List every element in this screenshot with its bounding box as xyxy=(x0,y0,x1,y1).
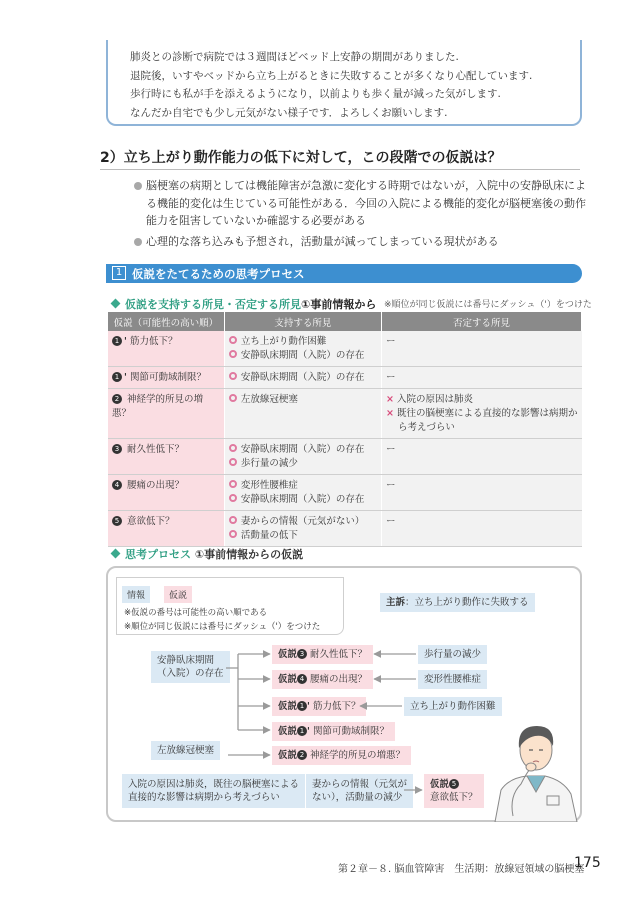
page-footer: 第２章－８. 脳血管障害 生活期：放線冠領域の脳梗塞 xyxy=(338,864,585,875)
hyp-number: 2 xyxy=(112,394,122,404)
page-number: 175 xyxy=(574,855,601,871)
support-circle-icon xyxy=(229,394,237,402)
hyp-text: 意欲低下？ xyxy=(127,516,175,527)
subheading-black: ①事前情報からの仮説 xyxy=(194,548,304,561)
col-hypothesis: 仮説（可能性の高い順） xyxy=(108,312,224,331)
process-band xyxy=(106,264,582,283)
hypothesis-node-2: 仮説 2 神経学的所見の増悪？ xyxy=(272,746,411,765)
hypothesis-node-3: 仮説 3 耐久性低下？ xyxy=(272,645,373,664)
table-row xyxy=(108,367,582,389)
hypothesis-cell xyxy=(108,439,224,475)
section-title: 2）立ち上がり動作能力の低下に対して，この段階での仮説は？ xyxy=(100,150,502,166)
support-cell xyxy=(224,367,381,389)
legend-info-tag: 情報 xyxy=(122,586,150,603)
hyp-prime: ' xyxy=(124,372,127,383)
bullet-list xyxy=(134,177,586,253)
info-walk-decrease: 歩行量の減少 xyxy=(418,645,487,664)
support-cell xyxy=(224,511,381,547)
support-item: 安静臥床期間（入院）の存在 xyxy=(229,493,377,507)
support-circle-icon xyxy=(229,444,237,452)
bullet-line: 脳梗塞の病期としては機能障害が急激に変化する時期ではないが，入院中の安静臥床によ xyxy=(146,179,586,192)
legend-hypothesis-tag: 仮説 xyxy=(164,586,192,603)
hyp-number: 5 xyxy=(112,516,122,526)
hyp-prime: ' xyxy=(124,336,127,347)
diamond-icon xyxy=(111,299,121,309)
quote-line: 退院後，いすやベッドから立ち上がるときに失敗することが多くなり心配しています. xyxy=(130,69,533,82)
bullet-dot-icon xyxy=(134,182,142,190)
info-pneumonia: 入院の原因は肺炎，既往の脳梗塞による 直接的な影響は病期から考えづらい xyxy=(122,774,305,808)
support-item: 安静臥床期間（入院）の存在 xyxy=(229,371,377,385)
negate-item-cont: ら考えづらい xyxy=(398,422,455,433)
table-header-row xyxy=(108,312,582,331)
hypothesis-cell xyxy=(108,389,224,439)
bullet-line: る機能的変化は生じている可能性がある．今回の入院による機能的変化が脳梗塞後の動作 xyxy=(146,196,586,210)
hyp-number: 1 xyxy=(112,372,122,382)
table-subheading xyxy=(112,296,376,312)
support-circle-icon xyxy=(229,372,237,380)
bullet-line: 能力を阻害していないか確認する必要がある xyxy=(146,214,366,227)
support-circle-icon xyxy=(229,530,237,538)
support-item: 妻からの情報（元気がない） xyxy=(229,515,377,529)
cross-icon: × xyxy=(386,408,394,419)
support-item: 安静臥床期間（入院）の存在 xyxy=(229,443,377,457)
negate-cell: ー xyxy=(382,367,582,389)
negate-cell xyxy=(382,389,582,439)
negate-cell: ー xyxy=(382,475,582,511)
support-circle-icon xyxy=(229,494,237,502)
info-infarct: 左放線冠梗塞 xyxy=(151,741,220,760)
info-bedrest: 安静臥床期間 （入院）の存在 xyxy=(151,651,230,683)
hyp-text: 神経学的所見の増悪？ xyxy=(112,394,204,419)
table-row xyxy=(108,331,582,367)
col-support: 支持する所見 xyxy=(224,312,381,331)
col-negate: 否定する所見 xyxy=(382,312,582,331)
negate-item: × 既往の脳梗塞による直接的な影響は病期か xyxy=(386,408,578,419)
info-wife: 妻からの情報（元気が ない），活動量の減少 xyxy=(306,774,413,808)
table-row xyxy=(108,475,582,511)
hyp-text: 耐久性低下？ xyxy=(127,444,185,455)
support-cell xyxy=(224,475,381,511)
info-standing-difficulty: 立ち上がり動作困難 xyxy=(404,697,502,716)
hypothesis-table xyxy=(108,312,582,547)
hypothesis-node-4: 仮説 4 腰痛の出現？ xyxy=(272,670,373,689)
bullet-line: 心理的な落ち込みも予想され，活動量が減ってしまっている現状がある xyxy=(146,234,499,248)
support-circle-icon xyxy=(229,516,237,524)
quote-line: 歩行時にも私が手を添えるようになり，以前よりも歩く量が減った気がします. xyxy=(130,88,501,100)
diamond-icon xyxy=(111,549,121,559)
band-title: 仮説をたてるための思考プロセス xyxy=(132,267,305,281)
hypothesis-cell xyxy=(108,331,224,367)
negate-cell: ー xyxy=(382,439,582,475)
section-divider xyxy=(100,169,580,170)
support-item: 安静臥床期間（入院）の存在 xyxy=(229,349,377,363)
quote-line: 肺炎との診断で病院では３週間ほどベッド上安静の期間がありました. xyxy=(130,51,459,63)
table-row xyxy=(108,511,582,547)
support-cell xyxy=(224,439,381,475)
info-lumbar: 変形性腰椎症 xyxy=(418,670,487,689)
bullet-item xyxy=(134,177,586,230)
negate-cell: ー xyxy=(382,331,582,367)
subheading-green: 思考プロセス xyxy=(125,548,191,561)
band-number: 1 xyxy=(112,266,126,280)
patient-quote-box xyxy=(106,40,582,126)
subheading-black: ①事前情報から xyxy=(301,298,377,311)
hypothesis-node-1b: 仮説 1 ' 関節可動域制限？ xyxy=(272,722,395,741)
bullet-dot-icon xyxy=(134,238,142,246)
support-item: 左放線冠梗塞 xyxy=(229,393,377,407)
hyp-number: 4 xyxy=(112,480,122,490)
negate-cell: ー xyxy=(382,511,582,547)
hypothesis-cell xyxy=(108,511,224,547)
therapist-illustration-icon xyxy=(487,712,582,822)
legend-note: ※仮説の番号は可能性の高い順である xyxy=(124,608,268,618)
chief-complaint: 主訴：立ち上がり動作に失敗する xyxy=(380,593,535,612)
hypothesis-node-5: 仮説 5 意欲低下？ xyxy=(424,774,484,808)
table-row xyxy=(108,389,582,439)
hyp-text: 筋力低下？ xyxy=(129,336,178,347)
support-item: 活動量の低下 xyxy=(229,529,377,543)
support-item: 変形性腰椎症 xyxy=(229,479,377,493)
table-note: ※順位が同じ仮説には番号にダッシュ（'）をつけた xyxy=(384,300,592,310)
support-item: 立ち上がり動作困難 xyxy=(229,335,377,349)
support-circle-icon xyxy=(229,350,237,358)
support-circle-icon xyxy=(229,458,237,466)
diagram-subheading xyxy=(112,546,303,562)
negate-item: × 入院の原因は肺炎 xyxy=(386,394,473,405)
support-circle-icon xyxy=(229,336,237,344)
bullet-item xyxy=(134,233,582,251)
hypothesis-cell xyxy=(108,475,224,511)
hyp-number: 3 xyxy=(112,444,122,454)
support-cell xyxy=(224,331,381,367)
hyp-number: 1 xyxy=(112,336,122,346)
hyp-text: 関節可動域制限？ xyxy=(129,372,206,383)
support-item: 歩行量の減少 xyxy=(229,457,377,471)
support-cell xyxy=(224,389,381,439)
cross-icon: × xyxy=(386,394,394,405)
support-circle-icon xyxy=(229,480,237,488)
hypothesis-node-1a: 仮説 1 ' 筋力低下？ xyxy=(272,697,366,716)
hypothesis-cell xyxy=(108,367,224,389)
table-row xyxy=(108,439,582,475)
subheading-green: 仮説を支持する所見・否定する所見 xyxy=(125,298,301,311)
hyp-text: 腰痛の出現？ xyxy=(127,480,185,491)
quote-line: なんだか自宅でも少し元気がない様子です．よろしくお願いします. xyxy=(130,106,448,119)
legend-note: ※順位が同じ仮説には番号にダッシュ（'）をつけた xyxy=(124,622,321,632)
